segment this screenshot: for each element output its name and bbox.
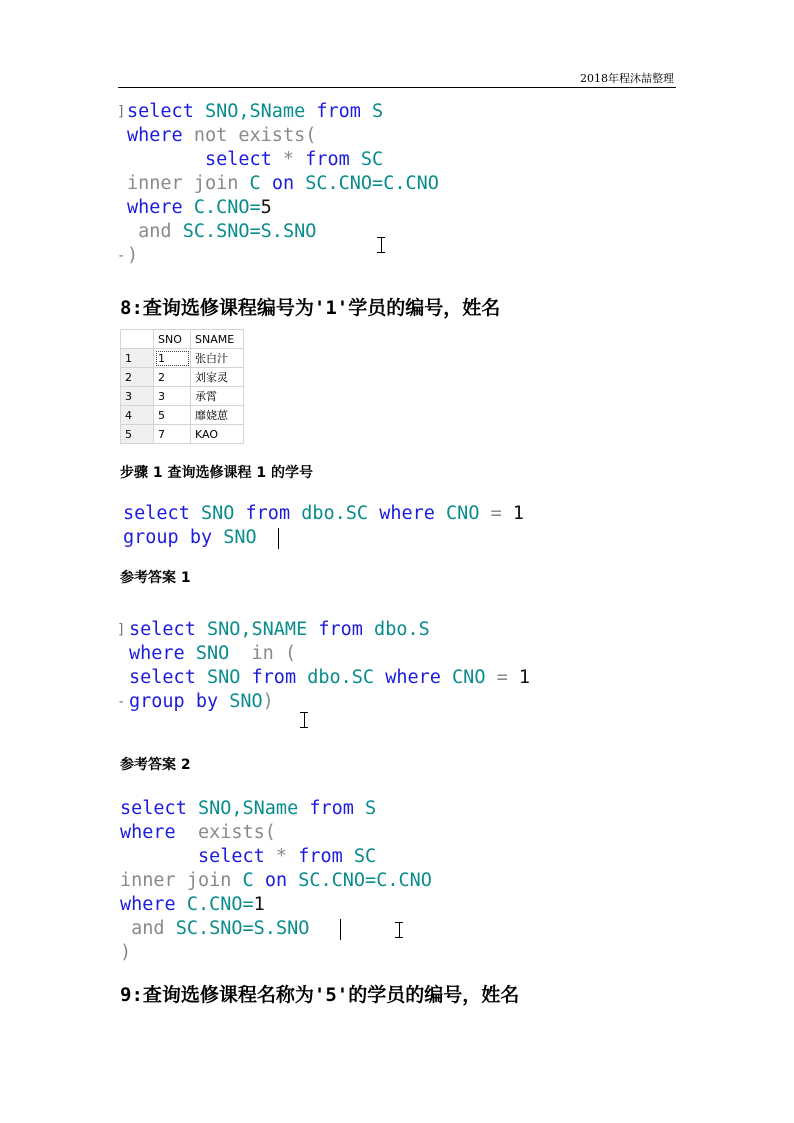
row-number: 4	[121, 406, 154, 425]
code-line: and SC.SNO=S.SNO	[138, 221, 317, 242]
cell-sno[interactable]: 3	[154, 387, 191, 406]
code-line: )	[120, 942, 132, 963]
code-block-reference-2	[120, 797, 432, 965]
code-line: where SNO in (	[129, 643, 297, 664]
table-row[interactable]	[121, 406, 244, 425]
cell-sname[interactable]: 承霄	[191, 387, 244, 406]
code-line: where C.CNO=1	[120, 894, 265, 915]
code-line: inner join C on SC.CNO=C.CNO	[120, 870, 432, 891]
column-header-sno[interactable]: SNO	[154, 330, 191, 349]
code-line: select SNO from dbo.SC where CNO = 1	[123, 503, 525, 524]
page-header-text: 2018年程沐喆整理	[580, 72, 674, 85]
code-block-step1	[123, 502, 524, 550]
result-grid	[120, 329, 244, 444]
reference-answer-2-label: 参考答案 2	[120, 757, 191, 773]
row-number: 2	[121, 368, 154, 387]
header-rule	[118, 87, 676, 88]
code-line: )	[127, 245, 139, 266]
table-row[interactable]	[121, 349, 244, 368]
code-block-reference-1	[129, 618, 530, 714]
code-line: where C.CNO=5	[127, 197, 272, 218]
result-grid-header	[121, 330, 244, 349]
code-line: select SNO,SNAME from dbo.S	[129, 619, 430, 640]
cell-sname[interactable]: 张白汁	[191, 349, 244, 368]
table-row[interactable]	[121, 425, 244, 444]
collapse-marker: ]	[117, 104, 126, 120]
text-cursor-icon	[300, 712, 308, 728]
table-row[interactable]	[121, 368, 244, 387]
code-line: select SNO from dbo.SC where CNO = 1	[129, 667, 531, 688]
row-number: 5	[121, 425, 154, 444]
table-row[interactable]	[121, 387, 244, 406]
code-line: where not exists(	[127, 125, 317, 146]
question-9-heading: 9:查询选修课程名称为'5'的学员的编号，姓名	[120, 984, 520, 1006]
step-1-label: 步骤 1 查询选修课程 1 的学号	[120, 465, 313, 481]
code-line: select SNO,SName from S	[127, 101, 384, 122]
question-8-heading: 8:查询选修课程编号为'1'学员的编号，姓名	[120, 297, 501, 319]
text-cursor-icon	[377, 237, 385, 253]
code-line: select * from SC	[204, 149, 384, 170]
cell-sno[interactable]: 2	[154, 368, 191, 387]
text-caret	[278, 528, 279, 549]
column-header-sname[interactable]: SNAME	[191, 330, 244, 349]
collapse-marker: ]	[117, 622, 126, 638]
cell-sname[interactable]: 刘家灵	[191, 368, 244, 387]
row-number-header	[121, 330, 154, 349]
code-line: group by SNO	[123, 527, 257, 548]
code-line: select SNO,SName from S	[120, 798, 377, 819]
code-line: group by SNO)	[129, 691, 274, 712]
code-block-query7	[127, 100, 439, 268]
collapse-marker: -	[117, 248, 126, 264]
text-cursor-icon	[395, 922, 403, 938]
code-line: and SC.SNO=S.SNO	[131, 918, 310, 939]
reference-answer-1-label: 参考答案 1	[120, 570, 191, 586]
row-number: 1	[121, 349, 154, 368]
code-line: select * from SC	[197, 846, 377, 867]
code-line: inner join C on SC.CNO=C.CNO	[127, 173, 439, 194]
text-caret	[340, 919, 341, 940]
cell-sno[interactable]: 7	[154, 425, 191, 444]
cell-sno[interactable]: 1	[154, 349, 191, 368]
row-number: 3	[121, 387, 154, 406]
cell-sname[interactable]: 靡娆葸	[191, 406, 244, 425]
collapse-marker: -	[117, 694, 126, 710]
cell-sno[interactable]: 5	[154, 406, 191, 425]
cell-sname[interactable]: KAO	[191, 425, 244, 444]
code-line: where exists(	[120, 822, 276, 843]
